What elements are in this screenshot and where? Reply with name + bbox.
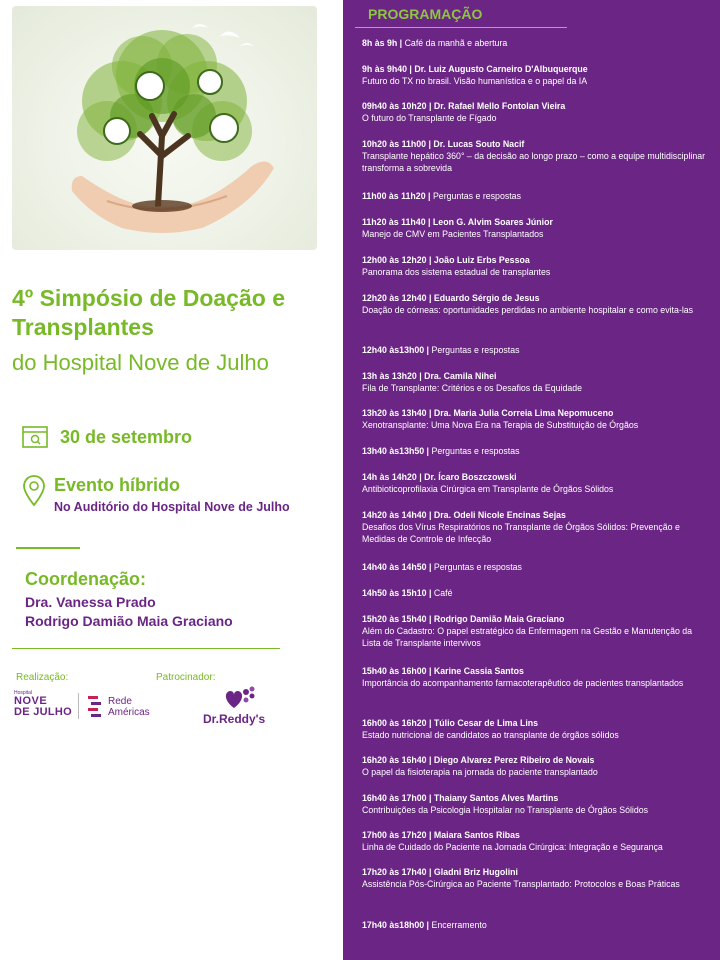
schedule-time: 12h40 às13h00 | [362,345,430,355]
event-title: 4º Simpósio de Doação e Transplantes [12,285,285,340]
event-location: No Auditório do Hospital Nove de Julho [54,500,290,514]
schedule-item [362,63,712,87]
logo-line1: NOVE [14,695,48,707]
schedule-item [362,717,712,741]
schedule-description: Antibioticoprofilaxia Cirúrgica em Transplante de Órgãos Sólidos [362,484,614,494]
schedule-description: Panorama dos sistema estadual de transplantes [362,267,551,277]
hospital-nove-de-julho-logo [14,690,74,722]
schedule-description: Café da manhã e abertura [402,38,508,48]
schedule-time: 17h40 às18h00 | [362,920,430,930]
schedule-description: Linha de Cuidado do Paciente na Jornada Cirúrgica: Integração e Segurança [362,842,663,852]
divider [16,547,80,549]
schedule-item [362,587,712,599]
schedule-description: Xenotransplante: Uma Nova Era na Terapia de Substituição de Órgãos [362,420,639,430]
logo-divider [78,693,79,719]
schedule-description: Desafios dos Vírus Respiratórios no Transplante de Órgãos Sólidos: Prevenção e Medidas de Controle de Infecção [362,522,680,544]
schedule-item [362,190,712,202]
schedule-item [362,37,712,49]
schedule-time: 13h40 às13h50 | [362,446,430,456]
coordinator-name: Dra. Vanessa Prado [25,594,156,610]
schedule-time: 14h20 às 14h40 | Dra. Odeli Nicole Encinas Sejas [362,510,566,520]
schedule-description: Além do Cadastro: O papel estratégico da Enfermagem na Gestão e Manutenção da Lista de Transplante intervivos [362,626,693,648]
schedule-description: Perguntas e respostas [431,562,522,572]
schedule-description: O futuro do Transplante de Fígado [362,113,497,123]
location-pin-icon [22,474,46,508]
dr-reddys-logo [200,686,280,728]
schedule-item [362,471,712,495]
schedule-item [362,370,712,394]
schedule-description: Encerramento [429,920,487,930]
dr-reddys-icon [222,686,262,712]
coordination-names [25,593,233,631]
schedule-item [362,445,712,457]
schedule-time: 09h40 às 10h20 | Dr. Rafael Mello Fontolan Vieira [362,101,566,111]
schedule-item [362,138,712,174]
schedule-item [362,407,712,431]
schedule-item [362,866,712,890]
schedule-time: 13h20 às 13h40 | Dra. Maria Julia Correia Lima Nepomuceno [362,408,614,418]
schedule-description: Manejo de CMV em Pacientes Transplantados [362,229,544,239]
patrocinador-name: Dr.Reddy's [203,712,266,726]
rede-americas-icon [86,694,104,718]
logo-small-text: Hospital [14,690,33,696]
hero-image [12,6,317,250]
program-heading: PROGRAMAÇÃO [368,6,483,22]
event-date: 30 de setembro [60,426,193,447]
schedule-item [362,344,712,356]
schedule-description: O papel da fisioterapia na jornada do paciente transplantado [362,767,598,777]
schedule-item [362,292,712,316]
coordination-title: Coordenação: [25,569,147,589]
schedule-time: 10h20 às 11h00 | Dr. Lucas Souto Nacif [362,139,525,149]
schedule-item [362,754,712,778]
schedule-item [362,509,712,545]
tree-hands-icon [12,6,317,250]
schedule-time: 16h00 às 16h20 | Túlio Cesar de Lima Lins [362,718,539,728]
left-panel [0,0,343,960]
schedule-time: 15h20 às 15h40 | Rodrigo Damião Maia Graciano [362,614,565,624]
schedule-time: 14h50 às 15h10 | [362,588,432,598]
schedule-time: 12h20 às 12h40 | Eduardo Sérgio de Jesus [362,293,540,303]
schedule-description: Estado nutricional de candidatos ao transplante de órgãos sólidos [362,730,619,740]
event-subtitle: do Hospital Nove de Julho [12,350,269,375]
schedule-description: Assistência Pós-Cirúrgica ao Paciente Transplantado: Protocolos e Boas Práticas [362,879,680,889]
realizacao-label: Realização: [16,672,69,683]
event-type: Evento híbrido [54,475,180,495]
schedule-time: 16h20 às 16h40 | Diego Alvarez Perez Ribeiro de Novais [362,755,595,765]
schedule-time: 14h às 14h20 | Dr. Ícaro Boszczowski [362,472,517,482]
schedule-time: 16h40 às 17h00 | Thaiany Santos Alves Martins [362,793,559,803]
schedule-description: Futuro do TX no brasil. Visão humanística e o papel da IA [362,76,588,86]
schedule-time: 11h20 às 11h40 | Leon G. Alvim Soares Júnior [362,217,553,227]
schedule-description: Contribuições da Psicologia Hospitalar no Transplante de Órgãos Sólidos [362,805,649,815]
schedule-description: Transplante hepático 360° – da decisão ao longo prazo – como a equipe multidisciplinar transforma a sobrevida [362,151,706,173]
schedule-item [362,919,712,931]
schedule-description: Perguntas e respostas [429,345,520,355]
rede-americas-logo [86,694,158,720]
schedule-item [362,829,712,853]
schedule-time: 12h00 às 12h20 | João Luiz Erbs Pessoa [362,255,530,265]
schedule-time: 14h40 às 14h50 | [362,562,432,572]
program-heading-rule [355,27,567,28]
schedule-time: 13h às 13h20 | Dra. Camila Nihei [362,371,497,381]
schedule-description: Doação de córneas: oportunidades perdidas no ambiente hospitalar e como evita-las [362,305,694,315]
schedule-time: 9h às 9h40 | Dr. Luiz Augusto Carneiro D'Albuquerque [362,64,588,74]
schedule-time: 17h20 às 17h40 | Gladni Briz Hugolini [362,867,518,877]
divider [12,648,280,649]
schedule-description: Perguntas e respostas [429,446,520,456]
schedule-description: Importância do acompanhamento farmacoterapêutico de pacientes transplantados [362,678,684,688]
schedule-item [362,792,712,816]
schedule-time: 8h às 9h | [362,38,403,48]
schedule-item [362,665,712,689]
schedule-item [362,100,712,124]
rede-line1: Rede [108,696,132,707]
schedule-item [362,254,712,278]
schedule-item [362,613,712,649]
schedule-description: Café [431,588,453,598]
schedule-item [362,561,712,573]
rede-line2: Américas [108,707,150,718]
schedule-time: 17h00 às 17h20 | Maiara Santos Ribas [362,830,520,840]
schedule-item [362,216,712,240]
schedule-description: Perguntas e respostas [430,191,521,201]
date-row [20,420,192,454]
logo-line2: DE JULHO [14,706,73,718]
location-row [22,474,290,516]
patrocinador-label: Patrocinador: [156,672,216,683]
schedule-time: 11h00 às 11h20 | [362,191,431,201]
schedule-description: Fila de Transplante: Critérios e os Desafios da Equidade [362,383,583,393]
schedule-time: 15h40 às 16h00 | Karine Cassia Santos [362,666,524,676]
coordinator-name: Rodrigo Damião Maia Graciano [25,613,233,629]
calendar-icon [20,422,50,452]
